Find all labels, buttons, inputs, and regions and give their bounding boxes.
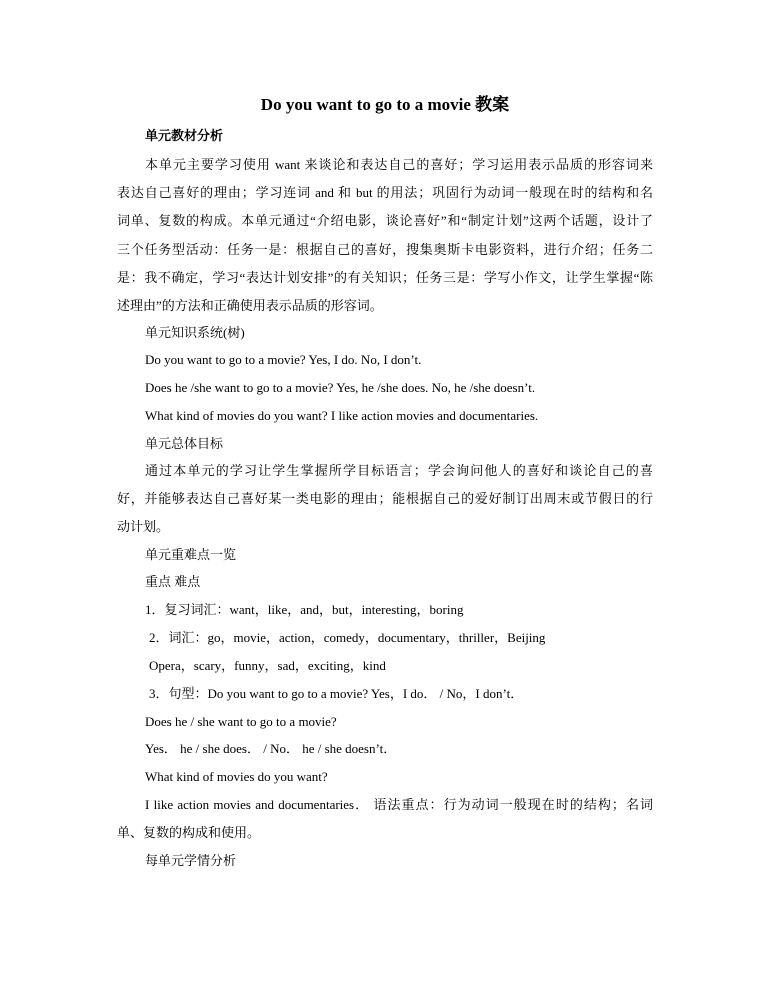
text-line: Do you want to go to a movie? Yes, I do. No, I don’t. (145, 352, 422, 367)
list-item: Opera，scary，funny，sad，exciting，kind (149, 658, 386, 673)
paragraph-line: 单、复数的构成和使用。 (117, 825, 261, 840)
section-heading: 每单元学情分析 (145, 853, 237, 868)
text-line: 重点 难点 (145, 574, 201, 589)
paragraph-line: 三个任务型活动：任务一是：根据自己的喜好，搜集奥斯卡电影资料，进行介绍；任务二 (117, 242, 653, 257)
paragraph-line: 好，并能够表达自己喜好某一类电影的理由；能根据自己的爱好制订出周末或节假日的行 (117, 491, 653, 506)
paragraph-line: 通过本单元的学习让学生掌握所学目标语言；学会询问他人的喜好和谈论自己的喜 (145, 463, 653, 478)
paragraph-line: I like action movies and documentaries． 语法重点：行为动词一般现在时的结构；名词 (145, 797, 653, 812)
text-line: Does he /she want to go to a movie? Yes, he /she does. No, he /she doesn’t. (145, 380, 536, 395)
paragraph-line: 词单、复数的构成。本单元通过“介绍电影，谈论喜好”和“制定计划”这两个话题，设计了 (117, 213, 653, 228)
paragraph-line: 是：我不确定，学习“表达计划安排”的有关知识；任务三是：学写小作文，让学生掌握“陈 (117, 270, 653, 285)
paragraph-line: 述理由”的方法和正确使用表示品质的形容词。 (117, 298, 383, 313)
document-title: Do you want to go to a movie 教案 (260, 95, 510, 114)
section-heading: 单元重难点一览 (145, 547, 237, 562)
section-heading: 单元教材分析 (145, 128, 224, 143)
list-item: 3．句型：Do you want to go to a movie? Yes，I do． / No，I don’t． (149, 686, 524, 701)
text-line: What kind of movies do you want? I like action movies and documentaries. (145, 408, 539, 423)
paragraph-line: 本单元主要学习使用 want 来谈论和表达自己的喜好；学习运用表示品质的形容词来 (145, 157, 653, 172)
section-heading: 单元总体目标 (145, 436, 224, 451)
text-line: Yes． he / she does． / No． he / she doesn’t． (145, 741, 397, 756)
paragraph-line: 表达自己喜好的理由；学习连词 and 和 but 的用法；巩固行为动词一般现在时的结构和名 (117, 185, 653, 200)
text-line: Does he / she want to go to a movie? (145, 714, 337, 729)
section-heading: 单元知识系统(树) (145, 325, 245, 340)
list-item: 2．词汇：go，movie，action，comedy，documentary，thriller，Beijing (149, 630, 546, 645)
list-item: 1．复习词汇：want，like，and，but，interesting，boring (145, 602, 464, 617)
text-line: What kind of movies do you want? (145, 769, 328, 784)
paragraph-line: 动计划。 (117, 519, 170, 534)
